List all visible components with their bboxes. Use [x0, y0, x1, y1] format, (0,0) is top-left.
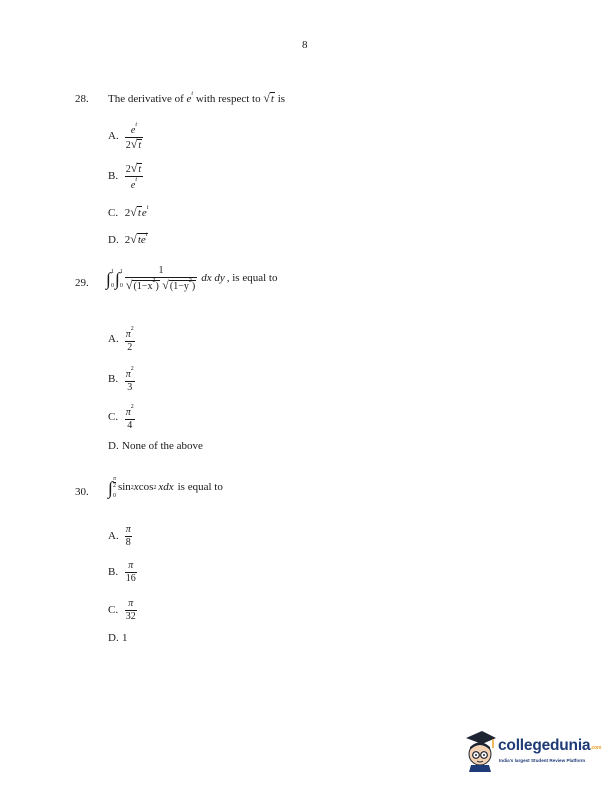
q30-limits [113, 476, 116, 499]
q28-d-exp: t [145, 232, 148, 238]
q29-b-label: B. [108, 372, 119, 385]
q28-root-arg: t [270, 93, 274, 105]
q30-option-a [108, 525, 132, 548]
q30-cos: cos [138, 481, 154, 493]
q29-d-text: None of the above [122, 440, 203, 452]
q28-c-arg: t [137, 207, 141, 219]
q28-d-arg: te [137, 234, 146, 246]
q29-radicand-x [132, 277, 159, 292]
q28-a-num-base: e [130, 125, 136, 136]
q30-tail: xdx [158, 481, 174, 493]
q28-a-label: A. [108, 129, 119, 142]
q29-int1-lower: 0 [110, 282, 114, 289]
q29-c-exp: 2 [130, 404, 134, 410]
integral-icon: ∫ [108, 477, 113, 498]
q30-a-fraction [125, 525, 132, 548]
q30-option-c [108, 599, 137, 622]
q28-text-pre: The derivative of [108, 93, 187, 105]
q29-differential: dx dy [201, 272, 225, 285]
q28-number: 28. [75, 93, 89, 105]
q30-a-label: A. [108, 529, 119, 542]
sqrt-icon: √ [125, 277, 133, 292]
q28-b-fraction [125, 162, 143, 191]
q30-var1: x [133, 481, 139, 493]
q30-c-label: C. [108, 603, 119, 616]
q29-option-d [108, 441, 203, 452]
q28-b-den-exp: t [135, 176, 137, 183]
q29-a-num: π [125, 329, 131, 340]
double-integral [106, 269, 125, 289]
q30-a-den: 8 [125, 536, 131, 548]
q30-upper-num: π [112, 476, 116, 482]
q28-a-den-arg: t [138, 139, 142, 151]
q30-c-den: 32 [125, 610, 136, 622]
q29-int2-upper: 1 [119, 268, 123, 275]
q29-a-label: A. [108, 332, 119, 345]
q30-stem [108, 476, 223, 499]
q28-b-den-base: e [130, 179, 136, 191]
q29-close-x: ) [155, 280, 159, 292]
q30-sin-exp: 2 [130, 484, 134, 491]
q29-int1-upper: 1 [110, 268, 114, 275]
page-number: 8 [302, 39, 308, 51]
q29-option-a [108, 326, 135, 353]
logo-tld: .com [590, 745, 602, 751]
q29-den-left: (1−x [133, 280, 153, 292]
q29-b-den: 3 [127, 381, 133, 393]
collegedunia-logo [462, 728, 608, 776]
logo-name: collegedunia [498, 737, 591, 754]
q29-sq-x: 2 [152, 277, 156, 284]
q29-sq-y: 2 [188, 277, 192, 284]
sqrt-icon: √ [162, 277, 169, 292]
sqrt-icon: √ [130, 205, 137, 219]
q30-cos-exp: 2 [153, 484, 157, 491]
q28-option-c [108, 205, 148, 219]
q29-b-num: π [125, 369, 131, 380]
q30-upper-den: 2 [112, 483, 116, 489]
q29-option-c [108, 404, 135, 431]
q30-c-num: π [128, 598, 134, 609]
sqrt-icon: √ [130, 161, 138, 175]
q30-a-num: π [125, 524, 131, 535]
q30-option-b [108, 561, 137, 584]
q30-d-label: D. [108, 632, 119, 644]
integral-icon: ∫ [114, 268, 120, 289]
q30-text-post: is equal to [177, 481, 223, 493]
q29-option-b [108, 366, 135, 393]
q29-fraction [125, 266, 197, 292]
q30-b-den: 16 [125, 572, 136, 584]
q29-b-exp: 2 [130, 366, 134, 372]
q29-stem [106, 266, 277, 292]
sqrt-icon: √ [130, 232, 137, 246]
q29-d-label: D. [108, 440, 119, 452]
q28-base: e [186, 93, 192, 105]
q28-d-label: D. [108, 234, 119, 246]
q29-c-fraction [125, 404, 135, 431]
q28-a-fraction [125, 122, 143, 151]
sqrt-icon: √ [130, 136, 138, 151]
q28-option-a [108, 122, 143, 151]
q30-number: 30. [75, 486, 89, 498]
q28-stem [108, 91, 285, 105]
logo-wordmark [498, 737, 601, 755]
q28-text-post: is [274, 93, 286, 105]
q29-number: 29. [75, 277, 89, 289]
q28-a-den-coef: 2 [125, 139, 131, 151]
graduate-mascot-icon [462, 728, 498, 772]
q29-a-den: 2 [127, 341, 133, 353]
q30-sin: sin [117, 481, 131, 493]
q28-d-radicand [137, 233, 149, 246]
q28-c-exp: t [146, 205, 149, 211]
q28-b-num-arg: t [138, 164, 142, 175]
q28-b-label: B. [108, 169, 119, 182]
q29-a-exp: 2 [130, 326, 134, 332]
q28-c-coef: 2 [124, 207, 131, 219]
q28-text-mid: with respect to [193, 93, 264, 105]
q29-c-label: C. [108, 410, 119, 423]
q30-c-fraction [125, 599, 137, 622]
q28-b-num-coef: 2 [125, 164, 131, 175]
q29-text-post: , is equal to [226, 272, 278, 285]
q28-option-b [108, 162, 143, 191]
integral-icon: ∫ [106, 268, 111, 289]
q28-c-base: e [141, 207, 147, 219]
q30-lower: 0 [112, 493, 116, 499]
q30-b-num: π [128, 560, 134, 571]
q28-a-num-exp: t [135, 122, 137, 128]
sqrt-icon: √ [263, 91, 270, 105]
q29-c-den: 4 [127, 419, 133, 431]
q30-b-label: B. [108, 565, 119, 578]
q28-exp: t [191, 91, 194, 97]
q29-radicand-y [169, 277, 196, 292]
q30-d-text: 1 [122, 632, 128, 644]
q30-option-d [108, 633, 128, 644]
q28-c-label: C. [108, 207, 119, 219]
q29-b-fraction [125, 366, 135, 393]
q28-d-coef: 2 [124, 234, 131, 246]
q30-b-fraction [125, 561, 137, 584]
q29-int2-lower: 0 [119, 282, 123, 289]
q29-c-num: π [125, 407, 131, 418]
logo-tagline: India's largest Student Review Platform [499, 758, 586, 763]
q29-a-fraction [125, 326, 135, 353]
q28-option-d [108, 232, 148, 246]
q29-den-right: (1−y [169, 280, 189, 292]
q29-numerator: 1 [158, 265, 164, 276]
q29-close-y: ) [191, 280, 196, 292]
